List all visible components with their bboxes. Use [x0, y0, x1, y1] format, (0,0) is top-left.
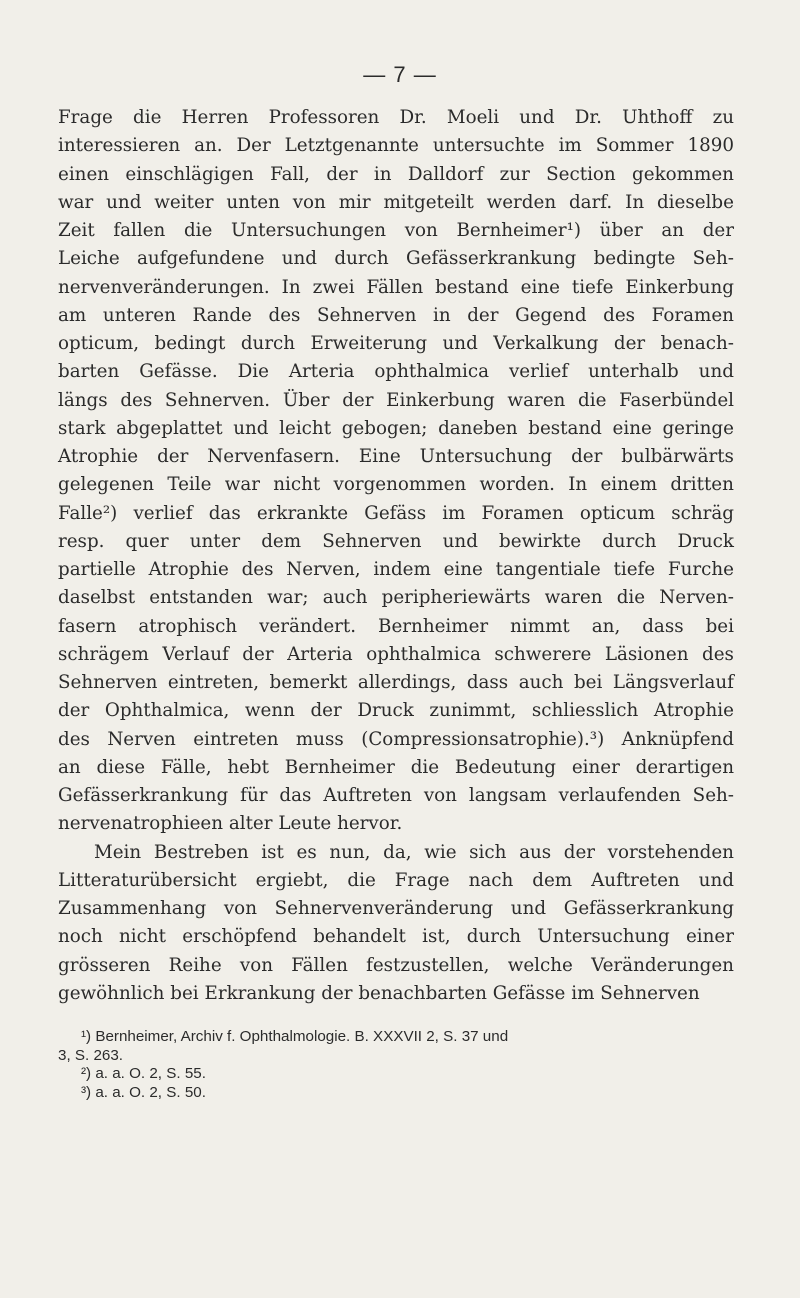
text-line: Atrophie der Nervenfasern. Eine Untersuchung der bulbärwärts: [58, 446, 734, 467]
footnote-line: ³) a. a. O. 2, S. 50.: [81, 1083, 206, 1101]
text-line: gewöhnlich bei Erkrankung der benachbarten Gefässe im Sehnerven: [58, 982, 700, 1004]
footnote-line: 3, S. 263.: [58, 1046, 124, 1064]
text-line: daselbst entstanden war; auch peripheriewärts waren die Nerven-: [58, 587, 734, 609]
text-line: Frage die Herren Professoren Dr. Moeli und Dr. Uhthoff zu: [58, 107, 734, 128]
text-line: einen einschlägigen Fall, der in Dalldorf zur Section gekommen: [58, 163, 734, 185]
text-line: Leiche aufgefundene und durch Gefässerkrankung bedingte Seh-: [58, 248, 734, 270]
text-line: gelegenen Teile war nicht vorgenommen worden. In einem dritten: [58, 474, 734, 496]
text-line: stark abgeplattet und leicht gebogen; daneben bestand eine geringe: [58, 417, 734, 439]
text-line: Litteraturübersicht ergiebt, die Frage nach dem Auftreten und: [58, 869, 734, 891]
text-line: der Ophthalmica, wenn der Druck zunimmt, schliesslich Atrophie: [58, 700, 734, 722]
text-line: Mein Bestreben ist es nun, da, wie sich aus der vorstehenden: [94, 841, 734, 863]
text-line: am unteren Rande des Sehnerven in der Gegend des Foramen: [58, 304, 734, 326]
footnote-line: ²) a. a. O. 2, S. 55.: [81, 1065, 206, 1083]
text-line: nervenatrophieen alter Leute hervor.: [58, 813, 403, 835]
text-line: nervenveränderungen. In zwei Fällen bestand eine tiefe Einkerbung: [58, 276, 734, 298]
text-line: längs des Sehnerven. Über der Einkerbung waren die Faserbündel: [58, 389, 734, 411]
text-line: des Nerven eintreten muss (Compressionsatrophie).³) Anknüpfend: [58, 728, 734, 750]
text-line: Zeit fallen die Untersuchungen von Bernheimer¹) über an der: [58, 220, 734, 241]
text-line: resp. quer unter dem Sehnerven und bewirkte durch Druck: [58, 530, 734, 552]
footnote-line: ¹) Bernheimer, Archiv f. Ophthalmologie. B. XXXVII 2, S. 37 und: [81, 1028, 509, 1045]
body-text: [58, 104, 734, 1008]
text-line: grösseren Reihe von Fällen festzustellen, welche Veränderungen: [58, 954, 734, 976]
text-line: Zusammenhang von Sehnervenveränderung und Gefässerkrankung: [58, 898, 734, 919]
text-line: fasern atrophisch verändert. Bernheimer nimmt an, dass bei: [58, 615, 734, 637]
text-line: an diese Fälle, hebt Bernheimer die Bedeutung einer derartigen: [58, 756, 734, 778]
page-number: — 7 —: [363, 62, 437, 87]
text-line: opticum, bedingt durch Erweiterung und Verkalkung der benach-: [58, 333, 734, 354]
text-line: war und weiter unten von mir mitgeteilt werden darf. In dieselbe: [58, 191, 734, 213]
text-line: Falle²) verlief das erkrankte Gefäss im Foramen opticum schräg: [58, 502, 734, 524]
text-line: partielle Atrophie des Nerven, indem eine tangentiale tiefe Furche: [58, 559, 734, 580]
text-line: Sehnerven eintreten, bemerkt allerdings, dass auch bei Längsverlauf: [58, 672, 734, 693]
text-line: Gefässerkrankung für das Auftreten von langsam verlaufenden Seh-: [58, 785, 734, 806]
text-line: noch nicht erschöpfend behandelt ist, durch Untersuchung einer: [58, 926, 734, 948]
text-line: barten Gefässe. Die Arteria ophthalmica verlief unterhalb und: [58, 361, 734, 383]
footnotes: [58, 1028, 678, 1102]
text-line: interessieren an. Der Letztgenannte untersuchte im Sommer 1890: [58, 135, 734, 157]
text-line: schrägem Verlauf der Arteria ophthalmica schwerere Läsionen des: [58, 643, 734, 665]
